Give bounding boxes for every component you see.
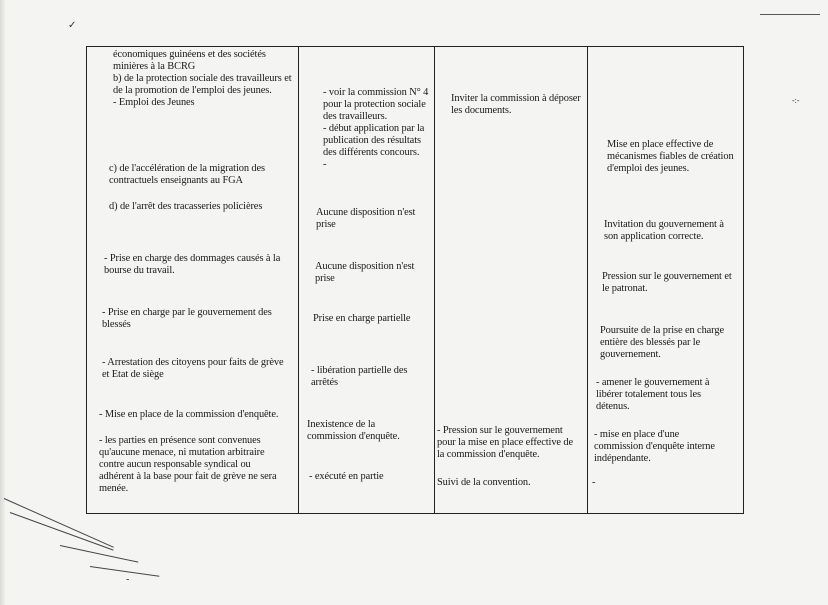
status-cell: - exécuté en partie [309, 471, 384, 482]
scan-scratch-line [60, 545, 138, 563]
demand-cell: c) de l'accélération de la migration des contractuels enseignants au FGA [109, 163, 265, 186]
action-cell: - Pression sur le gouvernement pour la mise en place effective de la commission d'enquête. [437, 425, 574, 460]
column-divider [434, 47, 435, 513]
recommendation-cell: Pression sur le gouvernement et le patronat. [602, 271, 732, 294]
demand-cell: - Mise en place de la commission d'enquête. [99, 409, 279, 420]
recommendation-cell: - mise en place d'une commission d'enquête interne indépendante. [594, 429, 715, 464]
scan-left-edge [0, 0, 6, 605]
recommendation-cell: Poursuite de la prise en charge entière des blessés par le gouvernement. [600, 325, 724, 360]
status-cell: Prise en charge partielle [313, 313, 411, 324]
demand-cell: économiques guinéens et des sociétés minières à la BCRG b) de la protection sociale des travailleurs et de la promotion de l'emploi des jeunes. - Emploi des Jeunes [113, 49, 292, 108]
status-cell: - voir la commission N° 4 pour la protection sociale des travailleurs. - début application par la publication des résultats des différents concours. - [323, 87, 429, 170]
column-divider [587, 47, 588, 513]
demand-cell: - Prise en charge par le gouvernement des blessés [102, 307, 272, 330]
status-cell: - libération partielle des arrêtés [311, 365, 408, 388]
demand-cell: - les parties en présence sont convenues qu'aucune menace, ni mutation arbitraire contre aucun responsable syndical ou adhérent à la base pour fait de grève ne sera menée. [99, 435, 277, 494]
scan-mark-right-margin: -:- [792, 96, 800, 105]
demand-cell: d) de l'arrêt des tracasseries policières [109, 201, 263, 212]
action-cell: Inviter la commission à déposer les documents. [451, 93, 581, 116]
status-cell: Inexistence de la commission d'enquête. [307, 419, 400, 442]
demand-cell: - Arrestation des citoyens pour faits de grève et Etat de siège [102, 357, 284, 380]
scan-mark-top-right [760, 14, 820, 15]
scan-scratch-line [90, 566, 159, 577]
scan-mark-bottom: - [126, 574, 130, 585]
recommendation-cell: Mise en place effective de mécanismes fiables de création d'emploi des jeunes. [607, 139, 734, 174]
recommendation-cell: - amener le gouvernement à libérer totalement tous les détenus. [596, 377, 710, 412]
status-cell: Aucune disposition n'est prise [316, 207, 416, 230]
demand-cell: - Prise en charge des dommages causés à la bourse du travail. [104, 253, 281, 276]
action-cell: Suivi de la convention. [437, 477, 531, 488]
column-divider [298, 47, 299, 513]
scan-mark-top-left: ✓ [68, 20, 77, 31]
recommendation-cell: Invitation du gouvernement à son application correcte. [604, 219, 724, 242]
status-cell: Aucune disposition n'est prise [315, 261, 415, 284]
recommendation-cell: - [592, 477, 596, 488]
convention-follow-up-table [86, 46, 744, 514]
